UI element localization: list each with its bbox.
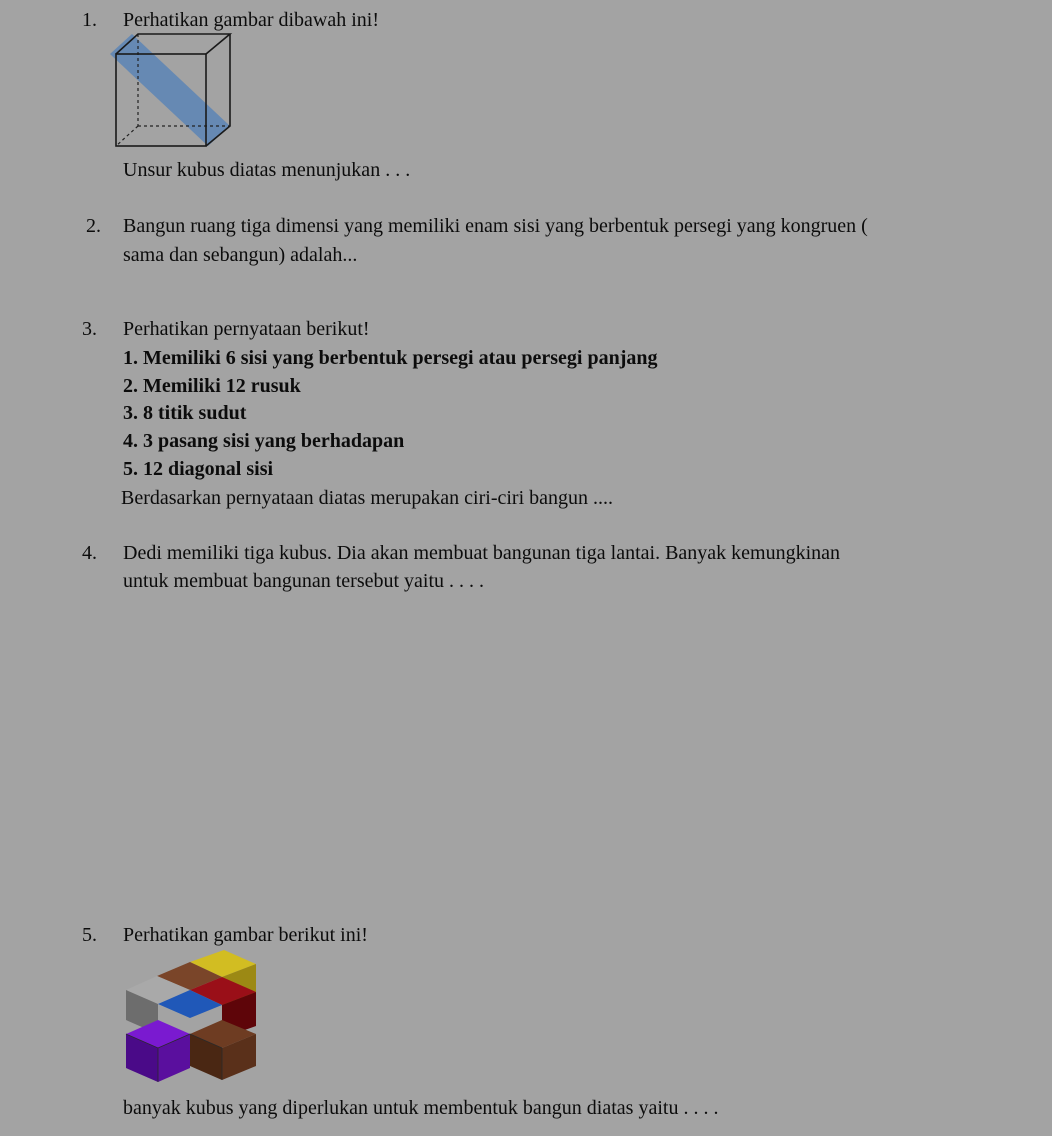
diagonal-plane-shape	[110, 34, 230, 146]
statement-5: 5. 12 diagonal sisi	[123, 458, 274, 480]
statement-3: 3. 8 titik sudut	[123, 402, 247, 424]
question-4-line1: Dedi memiliki tiga kubus. Dia akan membuat bangunan tiga lantai. Banyak kemungkinan	[123, 542, 841, 564]
cube-with-diagonal-plane-figure	[108, 32, 238, 147]
question-3-text: Berdasarkan pernyataan diatas merupakan ciri-ciri bangun ....	[121, 487, 614, 509]
question-1-prompt: Perhatikan gambar dibawah ini!	[123, 9, 380, 31]
question-4-number: 4.	[82, 542, 97, 564]
question-3-number: 3.	[82, 318, 97, 340]
question-1-number: 1.	[82, 9, 97, 31]
question-2-line2: sama dan sebangun) adalah...	[123, 244, 358, 266]
question-2-line1: Bangun ruang tiga dimensi yang memiliki enam sisi yang berbentuk persegi yang kongruen (	[123, 215, 868, 237]
question-2-number: 2.	[86, 215, 101, 237]
question-5-prompt: Perhatikan gambar berikut ini!	[123, 924, 368, 946]
statement-4: 4. 3 pasang sisi yang berhadapan	[123, 430, 405, 452]
statement-1: 1. Memiliki 6 sisi yang berbentuk persegi atau persegi panjang	[123, 347, 658, 369]
question-5-number: 5.	[82, 924, 97, 946]
question-4-line2: untuk membuat bangunan tersebut yaitu . . . .	[123, 570, 485, 592]
statement-2: 2. Memiliki 12 rusuk	[123, 375, 301, 397]
question-3-prompt: Perhatikan pernyataan berikut!	[123, 318, 370, 340]
question-5-text: banyak kubus yang diperlukan untuk membentuk bangun diatas yaitu . . . .	[123, 1097, 719, 1119]
stacked-colored-cubes-figure	[124, 950, 260, 1084]
question-1-text: Unsur kubus diatas menunjukan . . .	[123, 159, 411, 181]
